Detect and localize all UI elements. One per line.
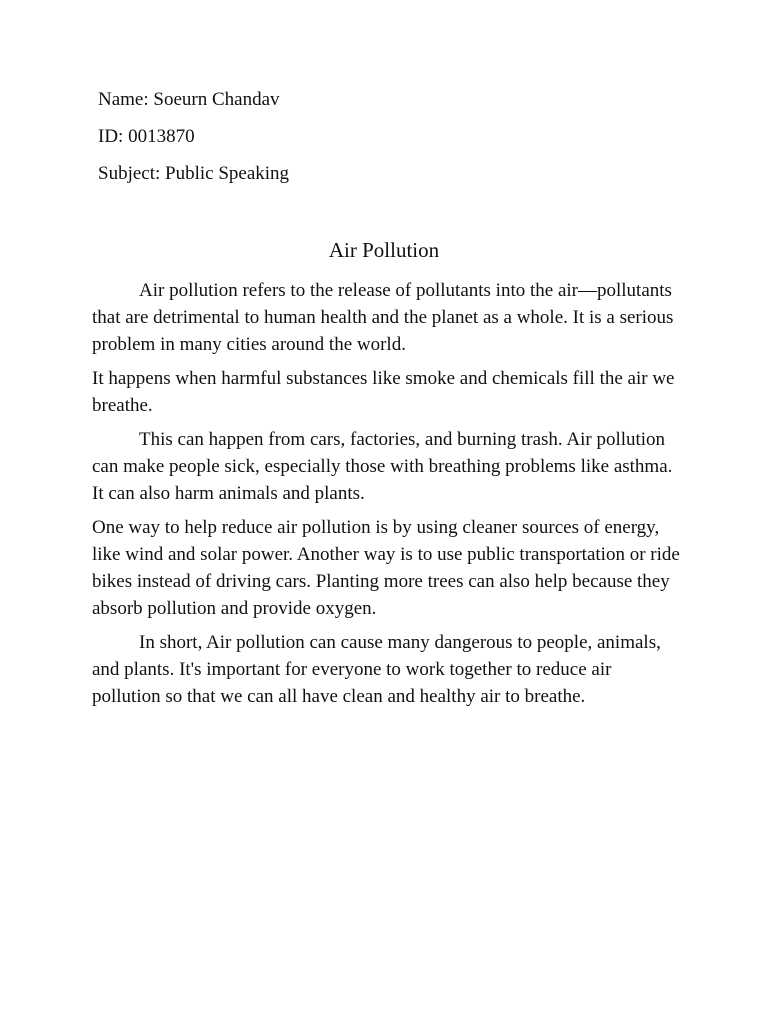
document-title: Air Pollution <box>328 238 440 262</box>
paragraph-1: Air pollution refers to the release of pollutants into the air—pollutants that are detrimental to human health and the planet as a whole. It is a serious problem in many cities around the world. <box>92 280 674 355</box>
paragraph-3: This can happen from cars, factories, and burning trash. Air pollution can make people sick, especially those with breathing problems like asthma. It can also harm animals and plants. <box>92 429 673 504</box>
student-info <box>98 86 289 197</box>
student-id: ID: 0013870 <box>98 126 195 147</box>
document-body <box>92 277 682 717</box>
student-name: Name: Soeurn Chandav <box>98 89 280 110</box>
paragraph-2: It happens when harmful substances like smoke and chemicals fill the air we breathe. <box>92 368 675 416</box>
subject: Subject: Public Speaking <box>98 163 290 184</box>
paragraph-5: In short, Air pollution can cause many dangerous to people, animals, and plants. It's important for everyone to work together to reduce air pollution so that we can all have clean and healthy air to breathe. <box>92 632 661 707</box>
paragraph-4: One way to help reduce air pollution is by using cleaner sources of energy, like wind and solar power. Another way is to use public transportation or ride bikes instead of driving cars. Planting more trees can also help because they absorb pollution and provide oxygen. <box>92 517 680 619</box>
